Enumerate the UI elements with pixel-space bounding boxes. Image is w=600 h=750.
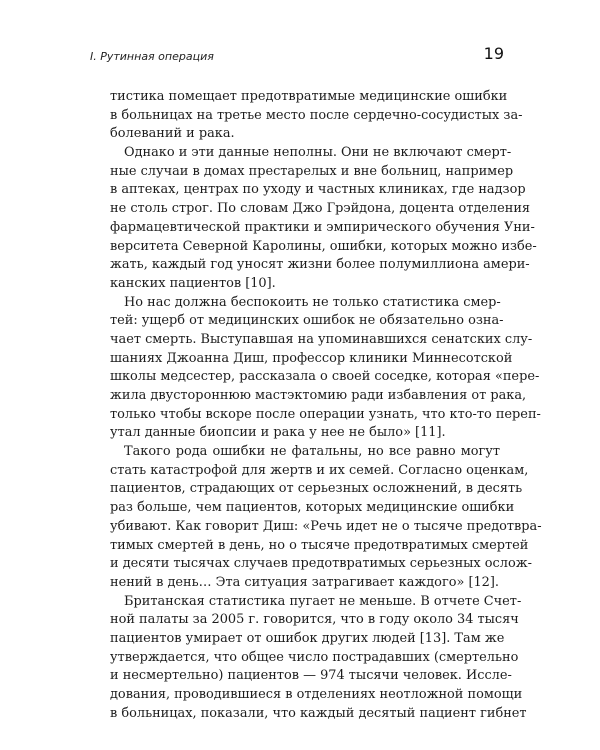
paragraph xyxy=(110,144,537,294)
text-line: ные случаи в домах престарелых и вне больниц, например xyxy=(110,163,514,179)
text-line: в больницах, показали, что каждый десятый пациент гибнет xyxy=(110,705,527,721)
text-line: тей: ущерб от медицинских ошибок не обязательно озна- xyxy=(110,313,504,329)
running-header xyxy=(90,44,504,70)
text-line: в аптеках, центрах по уходу и частных клиниках, где надзор xyxy=(110,182,526,198)
text-line: тимых смертей в день, но о тысяче предотвратимых смертей xyxy=(110,537,529,553)
text-line: верситета Северной Каролины, ошибки, которых можно избе- xyxy=(110,238,537,254)
page-number: 19 xyxy=(483,44,504,63)
paragraph xyxy=(110,294,541,444)
text-line: утал данные биопсии и рака у нее не было» [11]. xyxy=(110,425,446,441)
text-line: не столь строг. По словам Джо Грэйдона, доцента отделения xyxy=(110,201,531,217)
text-line: раз больше, чем пациентов, которых медицинские ошибки xyxy=(110,500,515,516)
text-line: убивают. Как говорит Диш: «Речь идет не о тысяче предотвра- xyxy=(110,518,542,534)
paragraph xyxy=(110,443,542,593)
text-line: Однако и эти данные неполны. Они не включают смерт- xyxy=(124,145,512,161)
text-line: жать, каждый год уносят жизни более полумиллиона амери- xyxy=(110,257,530,273)
paragraph xyxy=(110,593,527,724)
text-line: дования, проводившиеся в отделениях неотложной помощи xyxy=(110,687,523,702)
paragraph xyxy=(110,88,523,144)
text-line: Но нас должна беспокоить не только статистика смер- xyxy=(124,294,501,310)
text-line: пациентов умирает от ошибок других людей [13]. Там же xyxy=(110,630,505,646)
text-line: Британская статистика пугает не меньше. В отчете Счет- xyxy=(124,593,522,609)
text-line: стать катастрофой для жертв и их семей. Согласно оценкам, xyxy=(110,462,529,478)
text-line: болеваний и рака. xyxy=(110,126,235,142)
text-line: ной палаты за 2005 г. говорится, что в году около 34 тысяч xyxy=(110,612,519,628)
text-line: нений в день… Эта ситуация затрагивает каждого» [12]. xyxy=(110,574,499,590)
chapter-title: I. Рутинная операция xyxy=(90,50,214,63)
text-line: и несмертельно) пациентов — 974 тысячи человек. Иссле- xyxy=(110,668,512,684)
text-line: в больницах на третье место после сердечно-сосудистых за- xyxy=(110,107,523,123)
text-line: школы медсестер, рассказала о своей соседке, которая «пере- xyxy=(110,369,540,385)
text-line: утверждается, что общее число пострадавших (смертельно xyxy=(110,649,519,665)
text-line: пациентов, страдающих от серьезных осложнений, в десять xyxy=(110,481,523,497)
text-line: Такого рода ошибки не фатальны, но все равно могут xyxy=(124,444,500,460)
text-line: жила двустороннюю мастэктомию ради избавления от рака, xyxy=(110,388,527,403)
text-line: шаниях Джоанна Диш, профессор клиники Миннесотской xyxy=(110,350,513,366)
text-line: тистика помещает предотвратимые медицинские ошибки xyxy=(110,89,508,104)
text-line: чает смерть. Выступавшая на упоминавшихся сенатских слу- xyxy=(110,331,533,347)
text-line: и десяти тысячах случаев предотвратимых серьезных ослож- xyxy=(110,556,532,572)
text-line: канских пациентов [10]. xyxy=(110,275,276,291)
text-line: только чтобы вскоре после операции узнать, что кто-то переп- xyxy=(110,406,541,422)
text-line: фармацевтической практики и эмпирического обучения Уни- xyxy=(110,219,535,235)
body-text xyxy=(110,88,542,723)
